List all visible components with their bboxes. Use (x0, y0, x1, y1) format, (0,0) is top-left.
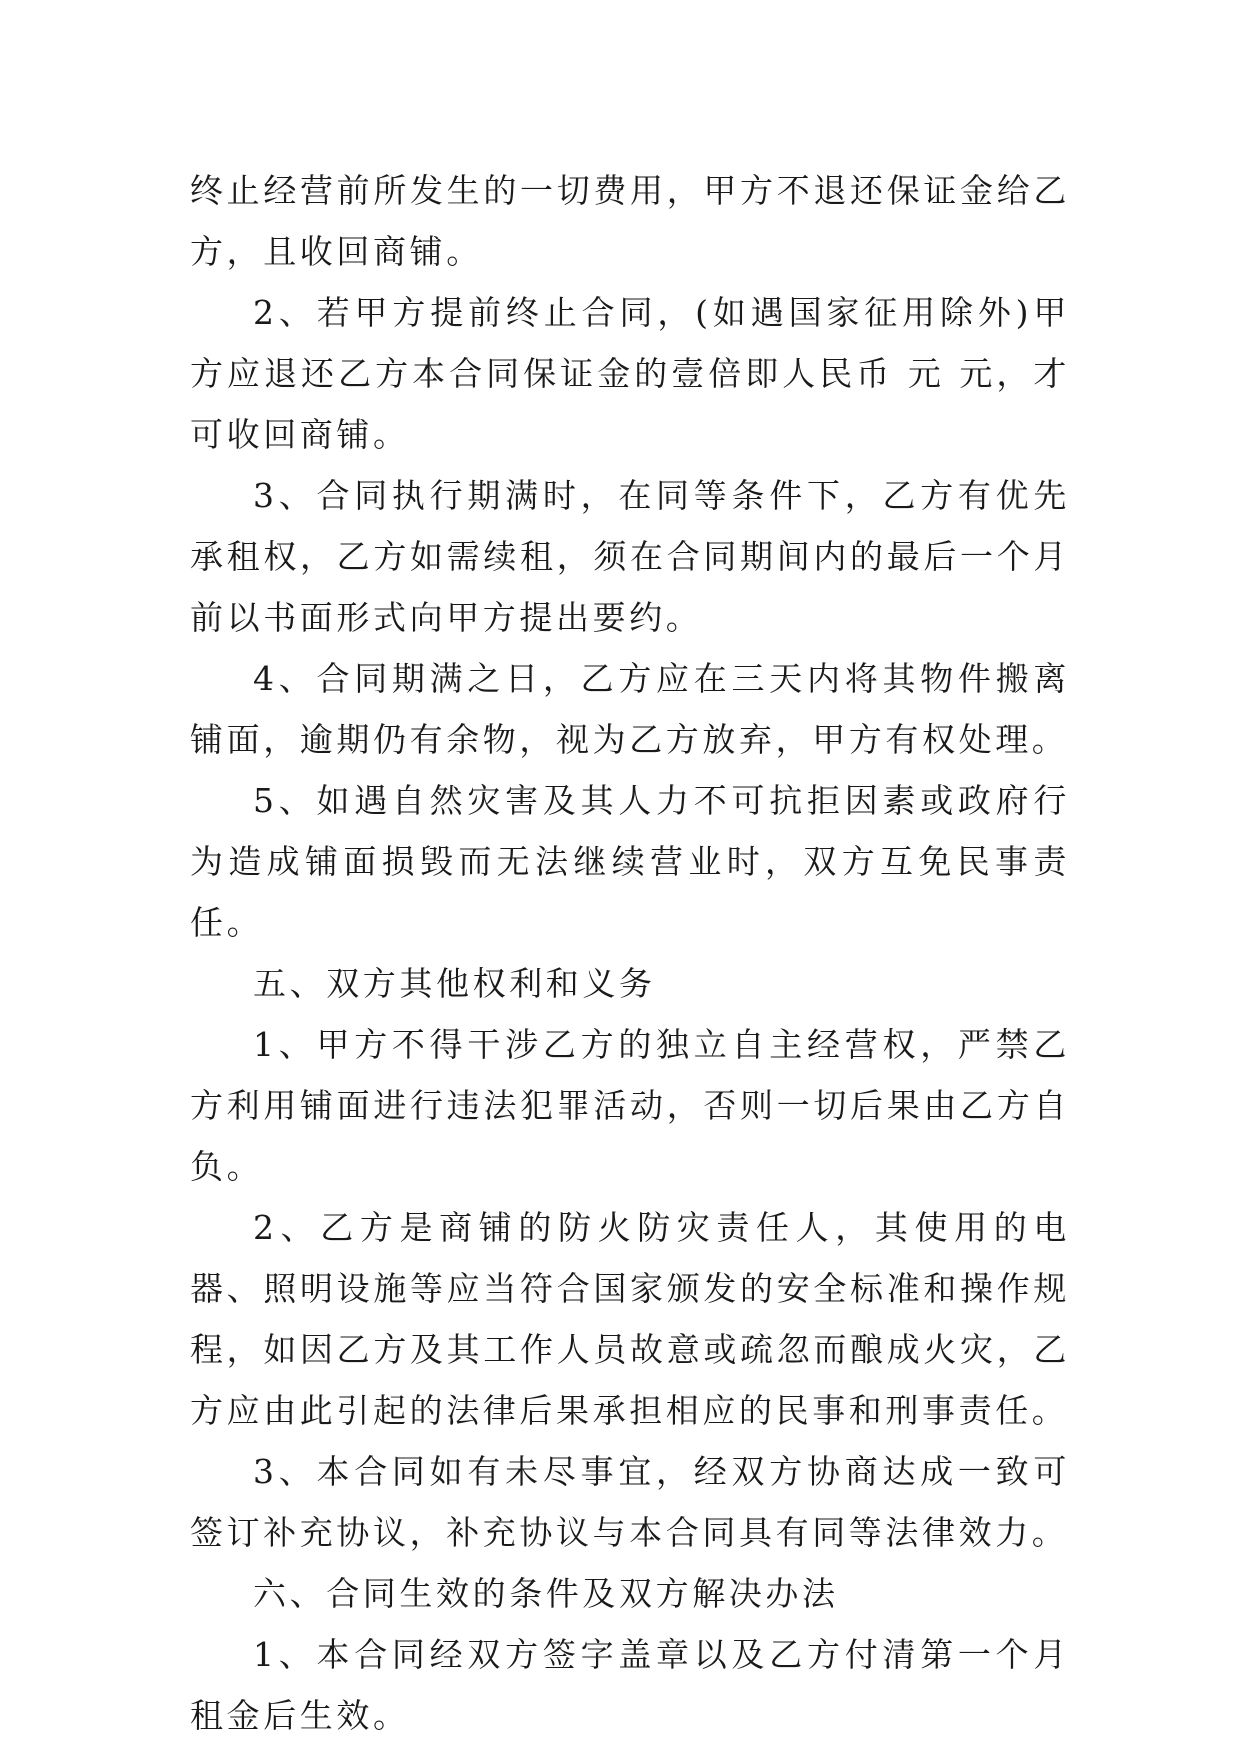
section-heading-6: 六、合同生效的条件及双方解决办法 (253, 1574, 839, 1613)
paragraph-11: 1、本合同经双方签字盖章以及乙方付清第一个月租金后生效。 (190, 1635, 1070, 1735)
paragraph-7: 1、甲方不得干涉乙方的独立自主经营权，严禁乙方利用铺面进行违法犯罪活动，否则一切后果由乙方自负。 (190, 1025, 1070, 1186)
paragraph-2: 2、若甲方提前终止合同，(如遇国家征用除外)甲方应退还乙方本合同保证金的壹倍即人民币 元 元，才可收回商铺。 (190, 293, 1070, 454)
document-body (190, 160, 1070, 1746)
paragraph-8: 2、乙方是商铺的防火防灾责任人，其使用的电器、照明设施等应当符合国家颁发的安全标准和操作规程，如因乙方及其工作人员故意或疏忽而酿成火灾，乙方应由此引起的法律后果承担相应的民事和刑事责任。 (190, 1208, 1070, 1430)
paragraph-1: 终止经营前所发生的一切费用，甲方不退还保证金给乙方，且收回商铺。 (190, 171, 1070, 271)
paragraph-9: 3、本合同如有未尽事宜，经双方协商达成一致可签订补充协议，补充协议与本合同具有同等法律效力。 (190, 1452, 1070, 1552)
section-heading-5: 五、双方其他权利和义务 (253, 964, 656, 1003)
paragraph-4: 4、合同期满之日，乙方应在三天内将其物件搬离铺面，逾期仍有余物，视为乙方放弃，甲方有权处理。 (190, 659, 1070, 759)
paragraph-3: 3、合同执行期满时，在同等条件下，乙方有优先承租权，乙方如需续租，须在合同期间内的最后一个月前以书面形式向甲方提出要约。 (190, 476, 1070, 637)
paragraph-5: 5、如遇自然灾害及其人力不可抗拒因素或政府行为造成铺面损毁而无法继续营业时，双方互免民事责任。 (190, 781, 1070, 942)
